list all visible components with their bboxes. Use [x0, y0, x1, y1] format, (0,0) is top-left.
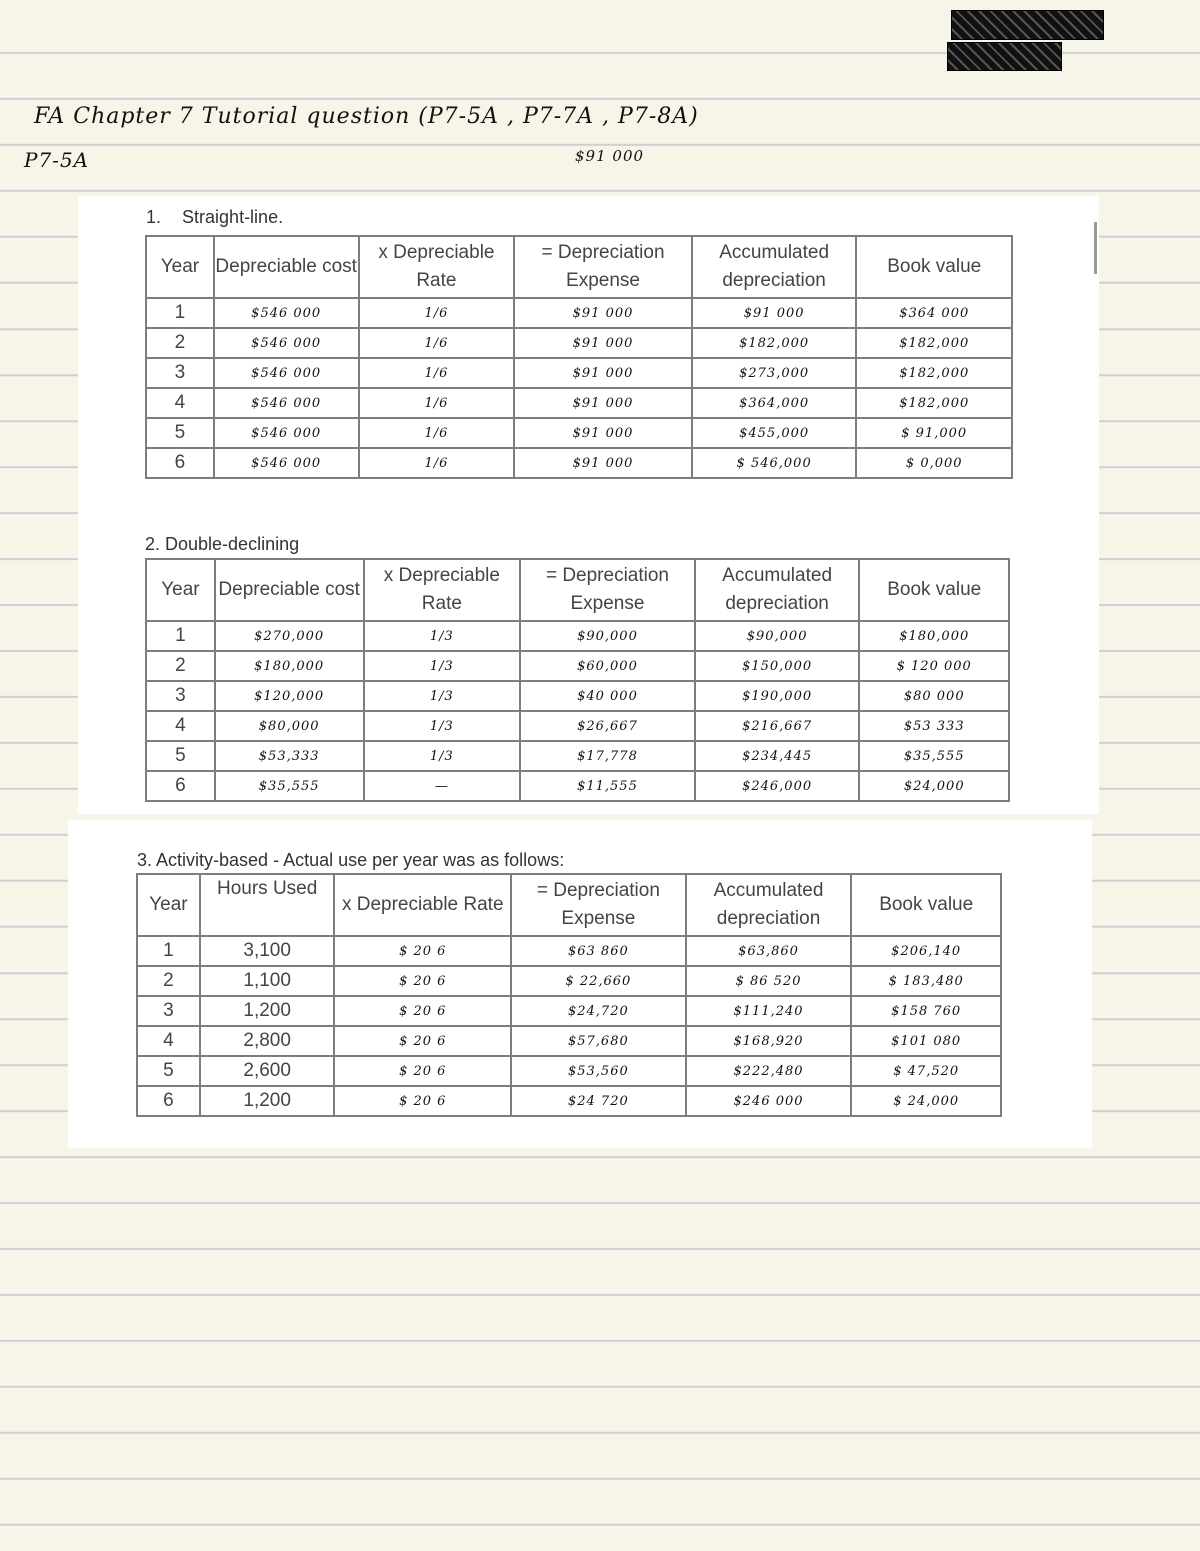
header-year: Year [137, 874, 200, 936]
cell-expense: $11,555 [520, 771, 695, 801]
table-row [146, 328, 1012, 358]
cell-book-value: $364 000 [856, 298, 1012, 328]
cell-book-value: $53 333 [859, 711, 1009, 741]
cell-book-value: $35,555 [859, 741, 1009, 771]
table-row [137, 1056, 1001, 1086]
cell-year: 1 [137, 936, 200, 966]
cell-expense: $91 000 [514, 328, 692, 358]
cell-hours-used: 3,100 [200, 936, 335, 966]
cell-depreciable-cost: $35,555 [215, 771, 364, 801]
cell-rate: — [364, 771, 521, 801]
cell-rate: 1/3 [364, 741, 521, 771]
cell-accumulated: $90,000 [695, 621, 860, 651]
cell-expense: $60,000 [520, 651, 695, 681]
cell-book-value: $24,000 [859, 771, 1009, 801]
cell-book-value: $182,000 [856, 328, 1012, 358]
table1-caption-number: 1. [146, 207, 162, 227]
header-depreciation-expense: = Depreciation Expense [520, 559, 695, 621]
straight-line-table [145, 235, 1013, 479]
cell-depreciable-cost: $270,000 [215, 621, 364, 651]
table-row [146, 741, 1009, 771]
header-depreciable-rate: x Depreciable Rate [334, 874, 511, 936]
cell-rate: 1/3 [364, 711, 521, 741]
cell-year: 3 [146, 681, 215, 711]
cell-year: 2 [137, 966, 200, 996]
table-row [146, 358, 1012, 388]
cell-year: 6 [137, 1086, 200, 1116]
cell-book-value: $ 47,520 [851, 1056, 1001, 1086]
cell-accumulated: $111,240 [686, 996, 852, 1026]
cell-year: 4 [146, 711, 215, 741]
cell-year: 4 [137, 1026, 200, 1056]
cell-year: 3 [146, 358, 214, 388]
cell-rate: 1/6 [359, 388, 515, 418]
table-row [137, 1026, 1001, 1056]
cell-hours-used: 1,200 [200, 1086, 335, 1116]
cell-accumulated: $246 000 [686, 1086, 852, 1116]
header-depreciable-cost: Depreciable cost [215, 559, 364, 621]
table2-caption: 2. Double-declining [145, 534, 300, 554]
redaction-block-bottom [947, 42, 1062, 71]
cell-year: 1 [146, 621, 215, 651]
cell-book-value: $ 24,000 [851, 1086, 1001, 1116]
cell-depreciable-cost: $53,333 [215, 741, 364, 771]
cell-book-value: $ 0,000 [856, 448, 1012, 478]
cell-accumulated: $168,920 [686, 1026, 852, 1056]
header-depreciable-rate: x Depreciable Rate [364, 559, 521, 621]
cell-year: 6 [146, 448, 214, 478]
cell-rate: 1/6 [359, 448, 515, 478]
cell-expense: $53,560 [511, 1056, 686, 1086]
table-header-row [137, 874, 1001, 936]
table-row [137, 1086, 1001, 1116]
cell-book-value: $ 91,000 [856, 418, 1012, 448]
cell-rate: $ 20 6 [334, 1026, 511, 1056]
header-depreciable-rate: x Depreciable Rate [359, 236, 515, 298]
cell-expense: $57,680 [511, 1026, 686, 1056]
cell-year: 5 [146, 418, 214, 448]
table-row [146, 771, 1009, 801]
cell-book-value: $182,000 [856, 388, 1012, 418]
table-row [146, 298, 1012, 328]
table-row [137, 966, 1001, 996]
cell-rate: 1/3 [364, 681, 521, 711]
handwritten-note: $91 000 [575, 147, 645, 165]
cell-accumulated: $ 546,000 [692, 448, 857, 478]
header-hours-used: Hours Used [200, 874, 335, 936]
cell-accumulated: $91 000 [692, 298, 857, 328]
cell-accumulated: $273,000 [692, 358, 857, 388]
cell-accumulated: $222,480 [686, 1056, 852, 1086]
cell-year: 6 [146, 771, 215, 801]
header-accumulated-depreciation: Accumulated depreciation [695, 559, 860, 621]
table-row [146, 388, 1012, 418]
header-accumulated-depreciation: Accumulated depreciation [686, 874, 852, 936]
table-header-row [146, 559, 1009, 621]
table1-caption-text: Straight-line. [182, 207, 284, 227]
cell-hours-used: 1,200 [200, 996, 335, 1026]
cell-accumulated: $ 86 520 [686, 966, 852, 996]
table1-caption [146, 207, 283, 228]
header-depreciation-expense: = Depreciation Expense [514, 236, 692, 298]
cell-expense: $63 860 [511, 936, 686, 966]
cell-year: 2 [146, 328, 214, 358]
header-depreciation-expense: = Depreciation Expense [511, 874, 686, 936]
cell-book-value: $ 183,480 [851, 966, 1001, 996]
activity-based-table [136, 873, 1002, 1117]
cell-expense: $17,778 [520, 741, 695, 771]
cell-rate: 1/3 [364, 651, 521, 681]
table-row [146, 418, 1012, 448]
cell-year: 3 [137, 996, 200, 1026]
cell-accumulated: $182,000 [692, 328, 857, 358]
cell-accumulated: $455,000 [692, 418, 857, 448]
cell-book-value: $ 120 000 [859, 651, 1009, 681]
cell-accumulated: $63,860 [686, 936, 852, 966]
cell-expense: $91 000 [514, 298, 692, 328]
cell-rate: 1/6 [359, 328, 515, 358]
table-row [146, 621, 1009, 651]
table-row [137, 936, 1001, 966]
cell-accumulated: $234,445 [695, 741, 860, 771]
cell-expense: $24 720 [511, 1086, 686, 1116]
cell-book-value: $182,000 [856, 358, 1012, 388]
cell-expense: $91 000 [514, 388, 692, 418]
header-depreciable-cost: Depreciable cost [214, 236, 359, 298]
cell-depreciable-cost: $546 000 [214, 358, 359, 388]
header-book-value: Book value [856, 236, 1012, 298]
header-year: Year [146, 559, 215, 621]
cell-expense: $ 22,660 [511, 966, 686, 996]
cell-book-value: $80 000 [859, 681, 1009, 711]
cell-year: 5 [146, 741, 215, 771]
table-row [146, 681, 1009, 711]
cell-depreciable-cost: $546 000 [214, 418, 359, 448]
cell-expense: $91 000 [514, 418, 692, 448]
header-book-value: Book value [859, 559, 1009, 621]
cell-accumulated: $190,000 [695, 681, 860, 711]
cell-book-value: $180,000 [859, 621, 1009, 651]
section-label: P7-5A [24, 148, 90, 172]
cell-depreciable-cost: $546 000 [214, 328, 359, 358]
cell-book-value: $206,140 [851, 936, 1001, 966]
cell-depreciable-cost: $80,000 [215, 711, 364, 741]
cell-accumulated: $216,667 [695, 711, 860, 741]
cell-rate: $ 20 6 [334, 996, 511, 1026]
cell-rate: 1/6 [359, 298, 515, 328]
header-book-value: Book value [851, 874, 1001, 936]
cell-expense: $24,720 [511, 996, 686, 1026]
table-row [146, 711, 1009, 741]
cell-rate: 1/6 [359, 358, 515, 388]
cell-rate: $ 20 6 [334, 966, 511, 996]
cell-book-value: $158 760 [851, 996, 1001, 1026]
cell-rate: 1/6 [359, 418, 515, 448]
cell-year: 2 [146, 651, 215, 681]
cell-hours-used: 2,800 [200, 1026, 335, 1056]
table3-caption: 3. Activity-based - Actual use per year was as follows: [137, 850, 565, 870]
cell-accumulated: $364,000 [692, 388, 857, 418]
cell-accumulated: $150,000 [695, 651, 860, 681]
cell-hours-used: 2,600 [200, 1056, 335, 1086]
cell-rate: $ 20 6 [334, 1086, 511, 1116]
cell-depreciable-cost: $180,000 [215, 651, 364, 681]
redaction-block-top [951, 10, 1104, 40]
page-title: FA Chapter 7 Tutorial question (P7-5A , P7-7A , P7-8A) [34, 104, 699, 129]
cell-rate: 1/3 [364, 621, 521, 651]
cell-depreciable-cost: $546 000 [214, 388, 359, 418]
scrollbar[interactable] [1094, 222, 1097, 274]
double-declining-table [145, 558, 1010, 802]
table-header-row [146, 236, 1012, 298]
table-row [146, 651, 1009, 681]
cell-depreciable-cost: $120,000 [215, 681, 364, 711]
cell-accumulated: $246,000 [695, 771, 860, 801]
cell-year: 1 [146, 298, 214, 328]
cell-depreciable-cost: $546 000 [214, 448, 359, 478]
cell-year: 5 [137, 1056, 200, 1086]
header-year: Year [146, 236, 214, 298]
cell-rate: $ 20 6 [334, 1056, 511, 1086]
cell-book-value: $101 080 [851, 1026, 1001, 1056]
cell-hours-used: 1,100 [200, 966, 335, 996]
header-accumulated-depreciation: Accumulated depreciation [692, 236, 857, 298]
cell-depreciable-cost: $546 000 [214, 298, 359, 328]
cell-rate: $ 20 6 [334, 936, 511, 966]
cell-expense: $40 000 [520, 681, 695, 711]
cell-expense: $90,000 [520, 621, 695, 651]
cell-expense: $26,667 [520, 711, 695, 741]
cell-expense: $91 000 [514, 448, 692, 478]
table-row [137, 996, 1001, 1026]
table-row [146, 448, 1012, 478]
cell-year: 4 [146, 388, 214, 418]
cell-expense: $91 000 [514, 358, 692, 388]
